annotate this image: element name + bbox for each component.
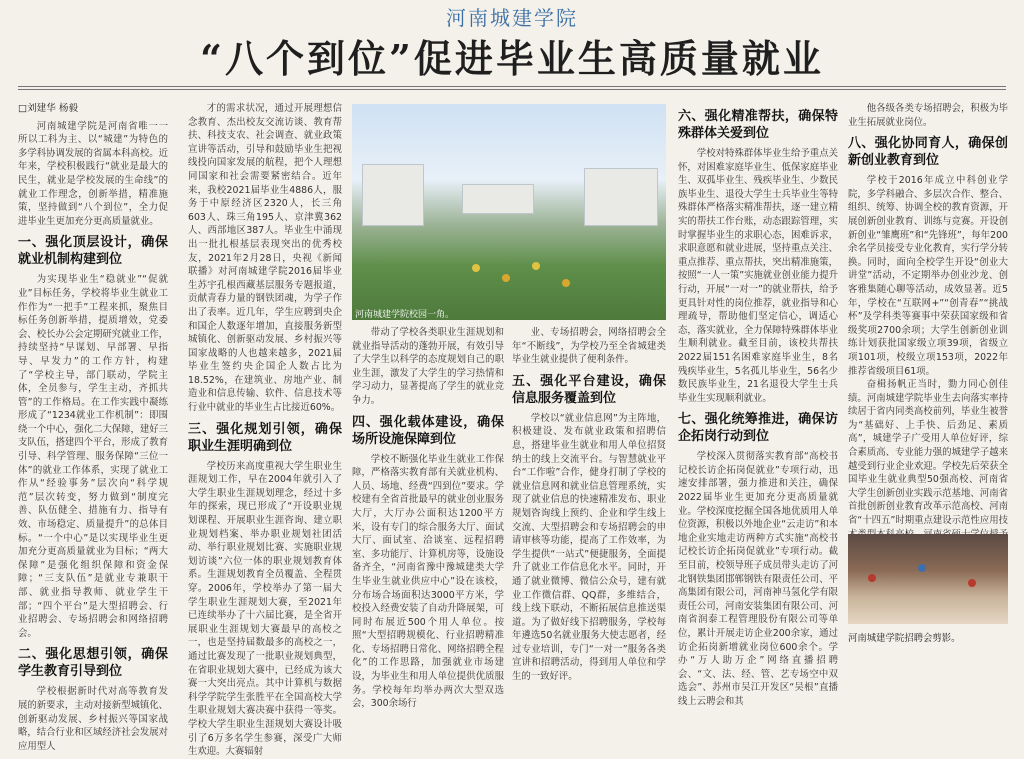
- photo-caption: 河南城建学院校园一角。: [355, 310, 455, 320]
- section-heading: 七、强化统筹推进，确保访企拓岗行动到位: [678, 412, 838, 445]
- section-heading: 八、强化协同育人，确保创新创业教育到位: [848, 136, 1008, 169]
- headline: “八个到位”促进毕业生高质量就业: [200, 36, 824, 81]
- column-3: [352, 326, 504, 711]
- kicker: 河南城建学院: [446, 6, 578, 30]
- banner: [918, 564, 926, 572]
- section-heading: 二、强化思想引领，确保学生教育引导到位: [18, 647, 168, 680]
- section-heading: 一、强化顶层设计，确保就业机制构建到位: [18, 235, 168, 268]
- section-heading: 三、强化规划引领，确保职业生涯明确到位: [188, 421, 342, 454]
- flower-bed: [472, 264, 480, 272]
- column-1: [18, 102, 168, 753]
- paragraph: 他各级各类专场招聘会，积极为毕业生拓展就业岗位。: [848, 103, 1008, 128]
- paragraph: 学校历来高度重视大学生职业生涯规划工作，早在2004年就引入了大学生职业生涯规划理念，经过十多年的探索，现已形成了“开设职业规划课程、开展职业生涯咨询、建立职业规划档案、举办职业规划社团活动、举行职业规划比赛、实施职业规划访谈”六位一体的职业规划教育体系。生涯规划教育全员覆盖、全程贯穿。2006年，学校举办了第一届大学生职业生涯规划大赛，至2021年已连续举办了十六届比赛，是全省开展职业生涯规划大赛最早的高校之一，也是坚持届数最多的高校之一，通过比赛发现了一批职业规划典型，在省职业规划大赛中，已经成为该大赛一大突出亮点。其中计算机与数据科学学院学生张胜平在全国高校大学生职业规划大赛决赛中获得一等奖。学校大学生职业生涯规划大赛设计吸引了6万多名学生参赛，深受广大师生欢迎。大赛辐射: [188, 460, 342, 758]
- paragraph: 学校于2016年成立中科创业学院，多学科融合、多层次合作、整合、组织、统筹、协调全校的教育资源，开展创新创业教育、训练与竞赛。开设创新创业“雏鹰班”和“先锋班”，每年200余名学员接受专业化教育，实行学分转换。同时，面向全校学生开设“创业大讲堂”活动，不定期举办创业沙龙、创客雅集随心聊等活动，成效显著。近5年，学校在“互联网+”“创青春”“挑战杯”及学科类等赛事中荣获国家级和省级奖项2700余项；大学生创新创业训练计划获批国家级立项39项，省级立项101项，校级立项153项，2022年推荐省级项目61项。: [848, 175, 1008, 377]
- column-4: [512, 326, 666, 684]
- column-6: [848, 102, 1008, 555]
- paragraph: 河南城建学院是河南省唯一一所以工科为主、以“城建”为特色的多学科协调发展的省属本科高校。近年来，学校积极践行“就业是最大的民生，就业是学校发展的生命线”的就业工作理念，创新举措，精准施策，坚持做到“八个到位”，全力促进毕业生更加充分更高质量就业。: [18, 120, 169, 227]
- divider-2: [18, 89, 1006, 90]
- building: [362, 164, 424, 226]
- flower-bed: [562, 279, 570, 287]
- campus-photo: [352, 104, 666, 320]
- paragraph: 才的需求状况，通过开展理想信念教育、杰出校友交流访谈、教育帮扶、科技支农、社会调查、就业政策宣讲等活动，引导和鼓励毕业生把视线投向国家发展的航程，把个人理想同国家和社会需要紧密结合。近年来，我校2021届毕业生4886人，服务于中原经济区2320人，长三角603人、珠三角195人、京津冀362人、西部地区387人。毕业生中涌现出一批扎根基层表现突出的优秀校友，2021年2月28日，央视《新闻联播》对河南城建学院2016届毕业生苏宇孔根西藏基层服务专题报道，贡献青春力量的钢铁团魂，为学子作出了表率。近几年，学生应聘到央企和国企人数逐年增加，直接服务新型城镇化、创新驱动发展、乡村振兴等国家战略的人也越来越多，2021届毕业生签约央企国企人数占比为18.52%，在建筑业、房地产业、制造业和信息传输、软件、信息技术等行业中就业的毕业生占比接近60%。: [188, 103, 342, 414]
- paragraph: 带动了学校各类职业生涯规划和就业指导活动的蓬勃开展，有效引导了大学生以科学的态度规划自己的职业生涯，激发了大学生的学习热情和学习动力，显著提高了学生的就业竞争力。: [352, 327, 504, 406]
- paragraph: 为实现毕业生“稳就业”“促就业”目标任务，学校将毕业生就业工作作为“一把手”工程来抓，聚焦目标任务创新举措，提质增效，党委会、校长办公会定期研究就业工作，持续坚持“早谋划、早部署、早指导、早发力”的工作方针，构建了“学校主导，部门联动，学院主体，全员参与，学生主动，齐抓共管”的工作格局。在工作实践中凝练形成了“1234就业工作机制”：即围绕一个中心，强化二大保障，建好三支队伍，搭建四个平台，形成了教育引导、科学管理、服务保障“三位一体”的就业工作体系，实现了就业工作从“经验事务”层次向“科学规范”层次转变，努力做到“制度完善、队伍健全、措施有力、指导有效、市场稳定、质量提升”的总体目标。“一个中心”是以实现毕业生更加充分更高质量就业为目标；“两大保障”是强化组织保障和资金保障；“三支队伍”是就业专兼职干部、就业指导教师、就业学生干部；“四个平台”是大型招聘会、行业招聘会、专场招聘会和网络招聘会。: [18, 274, 169, 639]
- column-5: [678, 102, 838, 709]
- paragraph: 业、专场招聘会，网络招聘会全年“不断线”，为学校乃至全省城建类毕业生就业提供了便利条件。: [512, 327, 666, 366]
- flower-bed: [532, 262, 540, 270]
- job-fair-photo: [848, 534, 1008, 624]
- byline: □刘建华 杨毅: [18, 103, 79, 114]
- paragraph: 奋楫扬帆正当时，勠力同心创佳绩。河南城建学院毕业生去向落实率持续居于省内同类高校前列，毕业生被誉为“基础好、上手快、后劲足、素质高”，城建学子广受用人单位好评，综合素质高、专业能力强的城建学子越来越受到行业企业欢迎。学校先后荣获全国毕业生就业典型50强高校、河南省大学生创新创业实践示范基地、河南省首批创新创业教育改革示范高校、河南省“十四五”时期重点建设示范性应用技: [848, 379, 1008, 527]
- section-heading: 六、强化精准帮扶，确保特殊群体关爱到位: [678, 109, 838, 141]
- paragraph: 学校以“就业信息网”为主阵地，积极建设、发布就业政策和招聘信息，搭建毕业生就业和用人单位招贤纳士的线上交流平台。与智慧就业平台“工作啦”合作，健身打制了学校的就业信息网和就业信息管理系统，实现了就业信息的快速精准发布、职业规划咨询线上预约、企业和学生线上交流、大型招聘会和专场招聘会的申请审核等功能，提高了工作效率，为学生提供“一站式”便捷服务，全面提升了就业工作信息化水平。同时，开通了就业微博、微信公众号，建有就业工作微信群、QQ群，多维结合，线上线下联动，不断拓展信息推送渠道。为了做好线下招聘服务，学校每年遴选50名就业服务大使志愿者，经过专业培训，专门“一对一”服务各类宣讲和招聘活动，得到用人单位和学生的一致好评。: [512, 412, 666, 683]
- section-heading: 五、强化平台建设，确保信息服务覆盖到位: [512, 373, 666, 406]
- banner: [868, 574, 876, 582]
- paragraph: 学校对特殊群体毕业生给予重点关怀，对困难家庭毕业生、低保家庭毕业生、双孤毕业生、残疾毕业生、少数民族毕业生、退役大学生士兵毕业生等特殊群体严格落实精准帮扶，逐一建立精实的帮扶工作台账，动态跟踪管理，实时掌握毕业生的求职心态，困难诉求，求职意愿和就业进展，坚持重点关注、重点推荐、重点帮扶，突出精准施策，按照“一人一策”实施就业创业能力提升行动，开展“一对一”的就业帮扶，给予更具针对性的岗位推荐，就业指导和心理疏导，帮助他们坚定信心，调适心态，落实就业，全力保障特殊群体毕业生顺利就业。截至目前，该校共帮扶2022届151名困难家庭毕业生，8名残疾毕业生，5名孤儿毕业生，56名少数民族毕业生，21名退役大学生士兵毕业生实现顺利就业。: [678, 148, 838, 404]
- photo-caption-2: 河南城建学院招聘会剪影。: [848, 633, 961, 644]
- paragraph: 学校深入贯彻落实教育部“高校书记校长访企拓岗促就业”专项行动，迅速安排部署，强力推进和关注，确保2022届毕业生更加充分更高质量就业。学校深度挖掘全国各地优质用人单位资源，积极以外地企业“云走访”和本地企业实地走访两种方式实施“高校书记校长访企拓岗促就业”专项行动。截至目前，校领导班子成员带头走访了河北钢铁集团邯郸钢铁有限责任公司、平高集团有限公司，河南神马氢化学有限责任公司，河南安装集团有限公司、河南省润泰工程管理股份有限公司等单位，累计开展走访企业200余家，通过访企拓岗新增就业岗位600余个。学办“万人助万企”网络直播招聘会、“文、法、经、管、艺专场空中双选会”、苏州市吴江开发区“吴根”直播线上云聘会和其: [678, 451, 838, 707]
- flower-bed: [502, 274, 510, 282]
- paragraph: 学校不断强化毕业生就业工作保障，严格落实教育部有关就业机构、人员、场地、经费“四到位”要求。学校建有全省首批最早的就业创业服务大厅，大厅办公面积达1200平方米，设有专门的综合服务大厅、面试大厅、面试室、洽谈室、远程招聘室、多功能厅、计算机房等，设施设备齐全，“河南省豫中豫城建类大学生毕业生就业供应中心”设在该校，分布场合场面积达3000平方米，学校投入经费安装了自动升降展架，可同时布展近500个用人单位。按照“大型招聘规模化、行业招聘精准化、专场招聘日常化、网络招聘全程化”的工作思路，加强就业市场建设，为毕业生和用人单位提供优质服务。学校每年均举办两次大型双选会，300余场行: [352, 453, 504, 710]
- building: [462, 184, 534, 214]
- column-2: [188, 102, 342, 759]
- divider: [18, 86, 1006, 87]
- paragraph: 学校根据新时代对高等教育发展的新要求，主动对接新型城镇化、创新驱动发展、乡村振兴等国家战略，结合行业和区域经济社会发展对应用型人: [18, 686, 169, 752]
- section-heading: 四、强化载体建设，确保场所设施保障到位: [352, 414, 504, 447]
- banner: [968, 579, 976, 587]
- building: [584, 168, 658, 226]
